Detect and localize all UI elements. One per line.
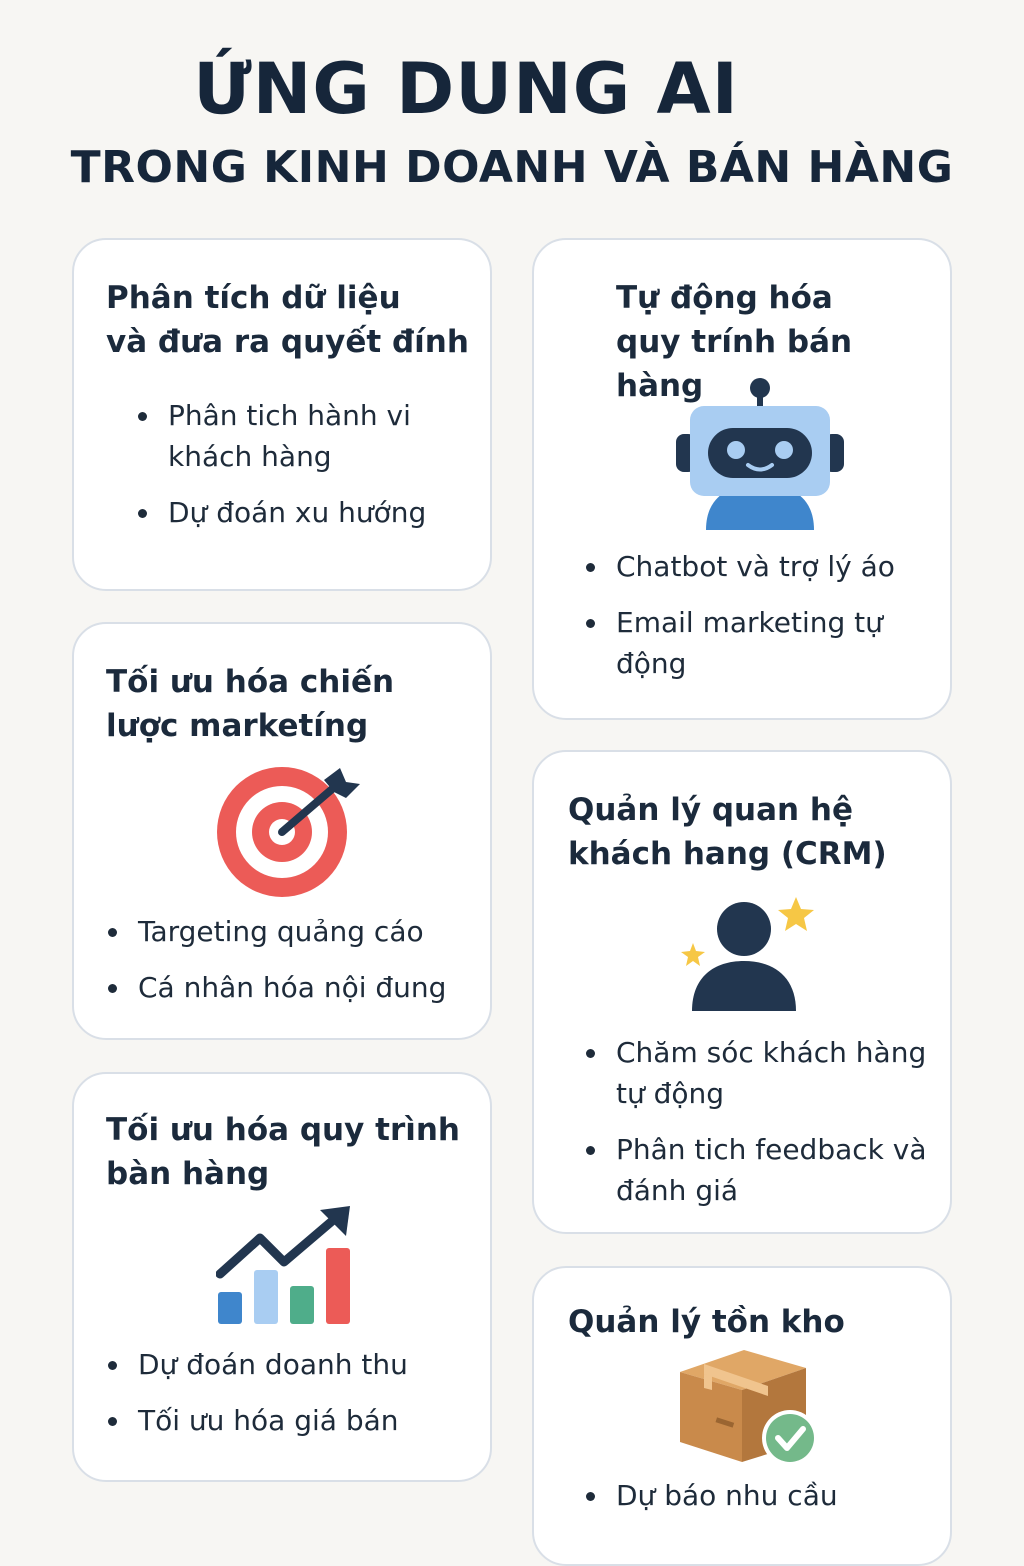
bullet-list	[584, 546, 924, 699]
card-title: Quản lý quan hệ khách hang (CRM)	[568, 792, 887, 872]
list-item: Chatbot và trợ lý áo	[584, 546, 924, 587]
bullet-list	[136, 395, 466, 548]
box-check-icon	[678, 1350, 820, 1468]
bullet-list	[584, 1032, 929, 1226]
card-marketing	[72, 622, 492, 1040]
growth-chart-icon	[216, 1204, 356, 1326]
page-subtitle: TRONG KINH DOANH VÀ BÁN HÀNG	[70, 142, 954, 193]
page-title: ỨNG DUNG AI	[193, 48, 739, 130]
bullet-list	[106, 1344, 466, 1456]
card-automation	[532, 238, 952, 720]
list-item: Phân tich feedback và đánh giá	[584, 1129, 929, 1211]
list-item: Email marketing tự động	[584, 602, 924, 684]
list-item: Phân tich hành vi khách hàng	[136, 395, 466, 477]
card-title: Tự động hóa quy trính bán hàng	[616, 280, 853, 404]
robot-icon	[672, 378, 848, 534]
bullet-list	[106, 911, 466, 1023]
card-title: Quản lý tồn kho	[568, 1304, 845, 1340]
list-item: Dự đoán xu hướng	[136, 492, 466, 533]
list-item: Dự đoán doanh thu	[106, 1344, 466, 1385]
card-inventory	[532, 1266, 952, 1566]
bullet-list	[584, 1475, 929, 1531]
list-item: Tối ưu hóa giá bán	[106, 1400, 466, 1441]
card-data-analysis	[72, 238, 492, 591]
card-title: Tối ưu hóa chiến lược marketíng	[106, 664, 395, 744]
customer-star-icon	[678, 897, 818, 1015]
card-sales-process	[72, 1072, 492, 1482]
card-title: Phân tích dữ liệu và đưa ra quyết đính	[106, 280, 469, 360]
list-item: Chăm sóc khách hàng tự động	[584, 1032, 929, 1114]
card-crm	[532, 750, 952, 1234]
target-icon	[212, 762, 364, 898]
list-item: Targeting quảng cáo	[106, 911, 466, 952]
card-title: Tối ưu hóa quy trình bàn hàng	[106, 1112, 461, 1192]
list-item: Dự báo nhu cầu	[584, 1475, 929, 1516]
list-item: Cá nhân hóa nội đung	[106, 967, 466, 1008]
